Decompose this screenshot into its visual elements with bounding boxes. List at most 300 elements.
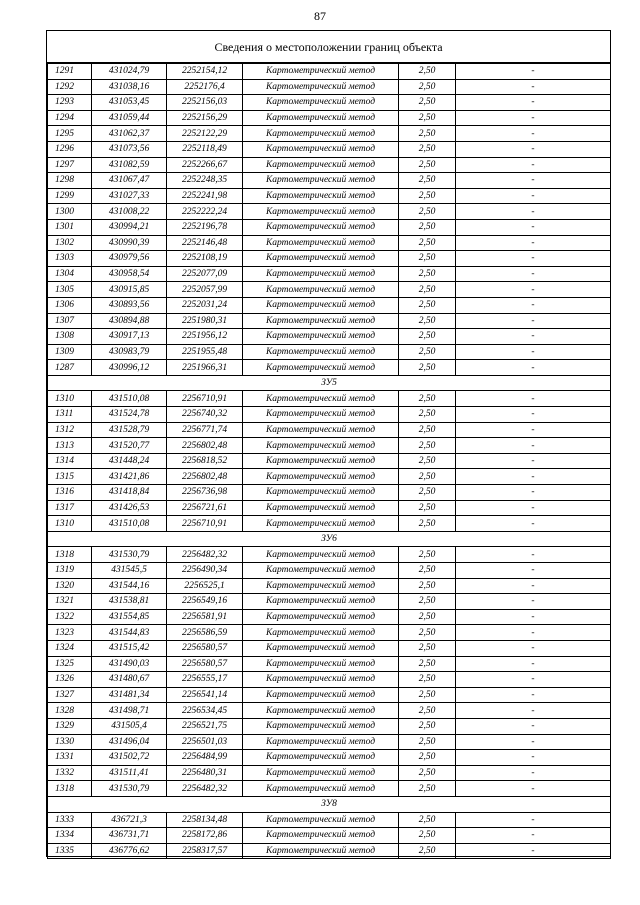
cell-x-coordinate: 431053,45	[92, 95, 167, 111]
cell-method: Картометрический метод	[243, 781, 399, 797]
cell-x-coordinate: 431544,16	[92, 578, 167, 594]
table-row	[48, 157, 611, 173]
cell-method: Картометрический метод	[243, 266, 399, 282]
cell-accuracy: 2,50	[399, 656, 456, 672]
cell-point-number: 1303	[48, 251, 92, 267]
table-row	[48, 188, 611, 204]
table-row	[48, 453, 611, 469]
cell-accuracy: 2,50	[399, 110, 456, 126]
cell-x-coordinate: 431505,4	[92, 718, 167, 734]
table-row	[48, 625, 611, 641]
cell-point-number: 1301	[48, 219, 92, 235]
cell-description: -	[456, 95, 611, 111]
cell-method: Картометрический метод	[243, 422, 399, 438]
cell-point-number: 1312	[48, 422, 92, 438]
cell-y-coordinate: 2251966,31	[167, 360, 243, 376]
cell-method: Картометрический метод	[243, 765, 399, 781]
cell-point-number: 1328	[48, 703, 92, 719]
cell-x-coordinate: 431418,84	[92, 485, 167, 501]
section-label: ЗУ8	[48, 796, 611, 812]
cell-description: -	[456, 219, 611, 235]
cell-method: Картометрический метод	[243, 750, 399, 766]
table-row	[48, 360, 611, 376]
cell-x-coordinate: 431082,59	[92, 157, 167, 173]
cell-method: Картометрический метод	[243, 173, 399, 189]
cell-accuracy: 2,50	[399, 282, 456, 298]
cell-y-coordinate: 2256525,1	[167, 578, 243, 594]
cell-method: Картометрический метод	[243, 734, 399, 750]
cell-x-coordinate: 431073,56	[92, 141, 167, 157]
cell-accuracy: 2,50	[399, 297, 456, 313]
cell-method: Картометрический метод	[243, 126, 399, 142]
table-row	[48, 204, 611, 220]
cell-description: -	[456, 360, 611, 376]
cell-point-number: 1320	[48, 578, 92, 594]
cell-method: Картометрический метод	[243, 313, 399, 329]
cell-point-number: 1326	[48, 672, 92, 688]
cell-point-number: 1327	[48, 687, 92, 703]
section-label: ЗУ5	[48, 375, 611, 391]
cell-y-coordinate: 2256501,03	[167, 734, 243, 750]
cell-point-number: 1316	[48, 485, 92, 501]
cell-accuracy: 2,50	[399, 609, 456, 625]
cell-accuracy: 2,50	[399, 219, 456, 235]
cell-accuracy: 2,50	[399, 469, 456, 485]
table-row	[48, 812, 611, 828]
cell-accuracy: 2,50	[399, 64, 456, 80]
cell-method: Картометрический метод	[243, 625, 399, 641]
cell-point-number: 1291	[48, 64, 92, 80]
cell-method: Картометрический метод	[243, 687, 399, 703]
cell-y-coordinate: 2256521,75	[167, 718, 243, 734]
cell-accuracy: 2,50	[399, 313, 456, 329]
cell-x-coordinate: 431528,79	[92, 422, 167, 438]
table-row	[48, 640, 611, 656]
cell-y-coordinate: 2252156,29	[167, 110, 243, 126]
cell-method: Картометрический метод	[243, 469, 399, 485]
cell-accuracy: 2,50	[399, 126, 456, 142]
cell-description: -	[456, 188, 611, 204]
table-row	[48, 672, 611, 688]
cell-description: -	[456, 500, 611, 516]
cell-description: -	[456, 594, 611, 610]
cell-point-number: 1297	[48, 157, 92, 173]
cell-point-number: 1317	[48, 500, 92, 516]
cell-method: Картометрический метод	[243, 219, 399, 235]
cell-y-coordinate: 2256480,31	[167, 765, 243, 781]
cell-y-coordinate: 2251956,12	[167, 329, 243, 345]
cell-description: -	[456, 251, 611, 267]
page-number: 87	[314, 9, 326, 23]
cell-x-coordinate: 431481,34	[92, 687, 167, 703]
cell-y-coordinate: 2252156,03	[167, 95, 243, 111]
cell-y-coordinate: 2252031,24	[167, 297, 243, 313]
cell-y-coordinate: 2256802,48	[167, 438, 243, 454]
cell-accuracy: 2,50	[399, 79, 456, 95]
cell-method: Картометрический метод	[243, 329, 399, 345]
cell-y-coordinate: 2252176,4	[167, 79, 243, 95]
cell-method: Картометрический метод	[243, 609, 399, 625]
cell-accuracy: 2,50	[399, 422, 456, 438]
cell-x-coordinate: 431511,41	[92, 765, 167, 781]
cell-y-coordinate: 2258134,48	[167, 812, 243, 828]
cell-point-number: 1323	[48, 625, 92, 641]
cell-point-number: 1300	[48, 204, 92, 220]
cell-accuracy: 2,50	[399, 828, 456, 844]
cell-x-coordinate: 431498,71	[92, 703, 167, 719]
cell-point-number: 1322	[48, 609, 92, 625]
table-row	[48, 235, 611, 251]
cell-method: Картометрический метод	[243, 812, 399, 828]
cell-x-coordinate: 431480,67	[92, 672, 167, 688]
coordinates-table	[47, 63, 611, 859]
table-row	[48, 469, 611, 485]
cell-x-coordinate: 430958,54	[92, 266, 167, 282]
cell-y-coordinate: 2256721,61	[167, 500, 243, 516]
cell-x-coordinate: 431062,37	[92, 126, 167, 142]
cell-point-number: 1295	[48, 126, 92, 142]
table-row	[48, 516, 611, 532]
cell-accuracy: 2,50	[399, 547, 456, 563]
cell-accuracy: 2,50	[399, 594, 456, 610]
cell-accuracy: 2,50	[399, 516, 456, 532]
cell-x-coordinate: 431448,24	[92, 453, 167, 469]
cell-description: -	[456, 266, 611, 282]
cell-description: -	[456, 843, 611, 859]
cell-accuracy: 2,50	[399, 563, 456, 579]
cell-accuracy: 2,50	[399, 453, 456, 469]
cell-y-coordinate: 2258317,57	[167, 843, 243, 859]
cell-x-coordinate: 431515,42	[92, 640, 167, 656]
cell-description: -	[456, 625, 611, 641]
cell-accuracy: 2,50	[399, 640, 456, 656]
cell-accuracy: 2,50	[399, 765, 456, 781]
cell-point-number: 1308	[48, 329, 92, 345]
cell-description: -	[456, 765, 611, 781]
cell-y-coordinate: 2256740,32	[167, 407, 243, 423]
cell-x-coordinate: 436721,3	[92, 812, 167, 828]
cell-point-number: 1311	[48, 407, 92, 423]
cell-point-number: 1304	[48, 266, 92, 282]
cell-method: Картометрический метод	[243, 360, 399, 376]
cell-description: -	[456, 656, 611, 672]
cell-description: -	[456, 828, 611, 844]
cell-description: -	[456, 64, 611, 80]
cell-method: Картометрический метод	[243, 453, 399, 469]
cell-accuracy: 2,50	[399, 173, 456, 189]
cell-method: Картометрический метод	[243, 656, 399, 672]
cell-x-coordinate: 431426,53	[92, 500, 167, 516]
table-row	[48, 313, 611, 329]
cell-point-number: 1334	[48, 828, 92, 844]
table-row	[48, 79, 611, 95]
cell-description: -	[456, 313, 611, 329]
cell-point-number: 1318	[48, 547, 92, 563]
table-row	[48, 500, 611, 516]
cell-method: Картометрический метод	[243, 297, 399, 313]
cell-method: Картометрический метод	[243, 563, 399, 579]
cell-method: Картометрический метод	[243, 485, 399, 501]
cell-y-coordinate: 2256484,99	[167, 750, 243, 766]
cell-point-number: 1331	[48, 750, 92, 766]
cell-point-number: 1324	[48, 640, 92, 656]
cell-y-coordinate: 2256490,34	[167, 563, 243, 579]
cell-method: Картометрический метод	[243, 391, 399, 407]
cell-description: -	[456, 79, 611, 95]
cell-x-coordinate: 430893,56	[92, 297, 167, 313]
cell-y-coordinate: 2256802,48	[167, 469, 243, 485]
cell-x-coordinate: 436731,71	[92, 828, 167, 844]
cell-accuracy: 2,50	[399, 188, 456, 204]
cell-x-coordinate: 431038,16	[92, 79, 167, 95]
table-row	[48, 173, 611, 189]
cell-x-coordinate: 431510,08	[92, 516, 167, 532]
cell-description: -	[456, 609, 611, 625]
cell-y-coordinate: 2252241,98	[167, 188, 243, 204]
cell-point-number: 1318	[48, 781, 92, 797]
cell-description: -	[456, 344, 611, 360]
cell-x-coordinate: 431510,08	[92, 391, 167, 407]
cell-accuracy: 2,50	[399, 500, 456, 516]
cell-method: Картометрический метод	[243, 251, 399, 267]
cell-description: -	[456, 422, 611, 438]
cell-description: -	[456, 516, 611, 532]
cell-accuracy: 2,50	[399, 843, 456, 859]
cell-method: Картометрический метод	[243, 188, 399, 204]
table-row	[48, 609, 611, 625]
cell-method: Картометрический метод	[243, 344, 399, 360]
cell-point-number: 1296	[48, 141, 92, 157]
table-row	[48, 750, 611, 766]
cell-accuracy: 2,50	[399, 703, 456, 719]
cell-point-number: 1310	[48, 516, 92, 532]
cell-accuracy: 2,50	[399, 407, 456, 423]
cell-method: Картометрический метод	[243, 594, 399, 610]
cell-x-coordinate: 431502,72	[92, 750, 167, 766]
cell-description: -	[456, 547, 611, 563]
cell-accuracy: 2,50	[399, 344, 456, 360]
cell-description: -	[456, 687, 611, 703]
cell-accuracy: 2,50	[399, 251, 456, 267]
table-row	[48, 95, 611, 111]
cell-accuracy: 2,50	[399, 672, 456, 688]
table-row	[48, 563, 611, 579]
cell-y-coordinate: 2256580,57	[167, 656, 243, 672]
cell-accuracy: 2,50	[399, 204, 456, 220]
cell-y-coordinate: 2256710,91	[167, 391, 243, 407]
cell-method: Картометрический метод	[243, 500, 399, 516]
cell-description: -	[456, 141, 611, 157]
cell-accuracy: 2,50	[399, 578, 456, 594]
cell-method: Картометрический метод	[243, 407, 399, 423]
cell-y-coordinate: 2256534,45	[167, 703, 243, 719]
cell-description: -	[456, 469, 611, 485]
cell-x-coordinate: 430915,85	[92, 282, 167, 298]
cell-method: Картометрический метод	[243, 95, 399, 111]
cell-x-coordinate: 431027,33	[92, 188, 167, 204]
cell-description: -	[456, 640, 611, 656]
table-row	[48, 110, 611, 126]
cell-x-coordinate: 431059,44	[92, 110, 167, 126]
cell-description: -	[456, 204, 611, 220]
cell-method: Картометрический метод	[243, 157, 399, 173]
cell-y-coordinate: 2252118,49	[167, 141, 243, 157]
cell-method: Картометрический метод	[243, 640, 399, 656]
cell-x-coordinate: 431496,04	[92, 734, 167, 750]
cell-x-coordinate: 431024,79	[92, 64, 167, 80]
cell-method: Картометрический метод	[243, 204, 399, 220]
cell-accuracy: 2,50	[399, 95, 456, 111]
cell-accuracy: 2,50	[399, 625, 456, 641]
cell-description: -	[456, 485, 611, 501]
cell-point-number: 1298	[48, 173, 92, 189]
table-row	[48, 734, 611, 750]
table-row	[48, 422, 611, 438]
cell-description: -	[456, 703, 611, 719]
cell-x-coordinate: 431520,77	[92, 438, 167, 454]
table-row	[48, 344, 611, 360]
cell-y-coordinate: 2256482,32	[167, 547, 243, 563]
cell-accuracy: 2,50	[399, 141, 456, 157]
cell-description: -	[456, 282, 611, 298]
table-row	[48, 329, 611, 345]
cell-point-number: 1314	[48, 453, 92, 469]
cell-method: Картометрический метод	[243, 110, 399, 126]
cell-accuracy: 2,50	[399, 438, 456, 454]
cell-x-coordinate: 431008,22	[92, 204, 167, 220]
cell-y-coordinate: 2258172,86	[167, 828, 243, 844]
table-title: Сведения о местоположении границ объекта	[47, 31, 610, 63]
cell-x-coordinate: 430996,12	[92, 360, 167, 376]
table-row	[48, 687, 611, 703]
cell-y-coordinate: 2252248,35	[167, 173, 243, 189]
cell-point-number: 1287	[48, 360, 92, 376]
cell-x-coordinate: 431421,86	[92, 469, 167, 485]
table-row	[48, 297, 611, 313]
section-row	[48, 375, 611, 391]
table-row	[48, 126, 611, 142]
cell-accuracy: 2,50	[399, 266, 456, 282]
table-row	[48, 438, 611, 454]
cell-method: Картометрический метод	[243, 843, 399, 859]
cell-y-coordinate: 2256549,16	[167, 594, 243, 610]
cell-x-coordinate: 430979,56	[92, 251, 167, 267]
cell-description: -	[456, 781, 611, 797]
cell-point-number: 1313	[48, 438, 92, 454]
cell-point-number: 1315	[48, 469, 92, 485]
cell-point-number: 1302	[48, 235, 92, 251]
table-row	[48, 251, 611, 267]
cell-description: -	[456, 235, 611, 251]
cell-y-coordinate: 2251955,48	[167, 344, 243, 360]
table-row	[48, 407, 611, 423]
cell-method: Картометрический метод	[243, 703, 399, 719]
cell-description: -	[456, 750, 611, 766]
cell-description: -	[456, 297, 611, 313]
cell-description: -	[456, 329, 611, 345]
cell-y-coordinate: 2256710,91	[167, 516, 243, 532]
cell-point-number: 1292	[48, 79, 92, 95]
table-row	[48, 391, 611, 407]
cell-y-coordinate: 2256555,17	[167, 672, 243, 688]
cell-y-coordinate: 2252057,99	[167, 282, 243, 298]
cell-method: Картометрический метод	[243, 79, 399, 95]
cell-method: Картометрический метод	[243, 64, 399, 80]
cell-x-coordinate: 431524,78	[92, 407, 167, 423]
section-row	[48, 796, 611, 812]
cell-accuracy: 2,50	[399, 687, 456, 703]
table-row	[48, 828, 611, 844]
cell-y-coordinate: 2256541,14	[167, 687, 243, 703]
cell-x-coordinate: 430990,39	[92, 235, 167, 251]
cell-accuracy: 2,50	[399, 718, 456, 734]
cell-description: -	[456, 391, 611, 407]
cell-x-coordinate: 431530,79	[92, 547, 167, 563]
table-row	[48, 594, 611, 610]
cell-accuracy: 2,50	[399, 329, 456, 345]
cell-x-coordinate: 431530,79	[92, 781, 167, 797]
cell-point-number: 1332	[48, 765, 92, 781]
cell-y-coordinate: 2252146,48	[167, 235, 243, 251]
cell-y-coordinate: 2256580,57	[167, 640, 243, 656]
cell-description: -	[456, 672, 611, 688]
cell-description: -	[456, 718, 611, 734]
cell-accuracy: 2,50	[399, 734, 456, 750]
cell-method: Картометрический метод	[243, 141, 399, 157]
table-row	[48, 485, 611, 501]
cell-point-number: 1335	[48, 843, 92, 859]
cell-y-coordinate: 2252122,29	[167, 126, 243, 142]
table-row	[48, 765, 611, 781]
cell-description: -	[456, 157, 611, 173]
table-row	[48, 547, 611, 563]
table-row	[48, 141, 611, 157]
cell-method: Картометрический метод	[243, 828, 399, 844]
cell-y-coordinate: 2256482,32	[167, 781, 243, 797]
cell-y-coordinate: 2256818,52	[167, 453, 243, 469]
cell-point-number: 1299	[48, 188, 92, 204]
coordinates-table-body	[48, 64, 611, 859]
cell-x-coordinate: 431490,03	[92, 656, 167, 672]
cell-method: Картометрический метод	[243, 282, 399, 298]
cell-x-coordinate: 431554,85	[92, 609, 167, 625]
cell-accuracy: 2,50	[399, 812, 456, 828]
cell-method: Картометрический метод	[243, 235, 399, 251]
table-row	[48, 781, 611, 797]
cell-y-coordinate: 2256586,59	[167, 625, 243, 641]
cell-description: -	[456, 578, 611, 594]
cell-description: -	[456, 563, 611, 579]
cell-point-number: 1307	[48, 313, 92, 329]
cell-description: -	[456, 110, 611, 126]
cell-method: Картометрический метод	[243, 438, 399, 454]
table-row	[48, 843, 611, 859]
cell-point-number: 1294	[48, 110, 92, 126]
cell-y-coordinate: 2252196,78	[167, 219, 243, 235]
cell-method: Картометрический метод	[243, 718, 399, 734]
cell-point-number: 1319	[48, 563, 92, 579]
cell-x-coordinate: 430983,79	[92, 344, 167, 360]
section-label: ЗУ6	[48, 531, 611, 547]
cell-point-number: 1310	[48, 391, 92, 407]
cell-y-coordinate: 2252077,09	[167, 266, 243, 282]
cell-description: -	[456, 126, 611, 142]
cell-accuracy: 2,50	[399, 360, 456, 376]
cell-point-number: 1305	[48, 282, 92, 298]
cell-accuracy: 2,50	[399, 391, 456, 407]
cell-description: -	[456, 173, 611, 189]
cell-y-coordinate: 2256771,74	[167, 422, 243, 438]
